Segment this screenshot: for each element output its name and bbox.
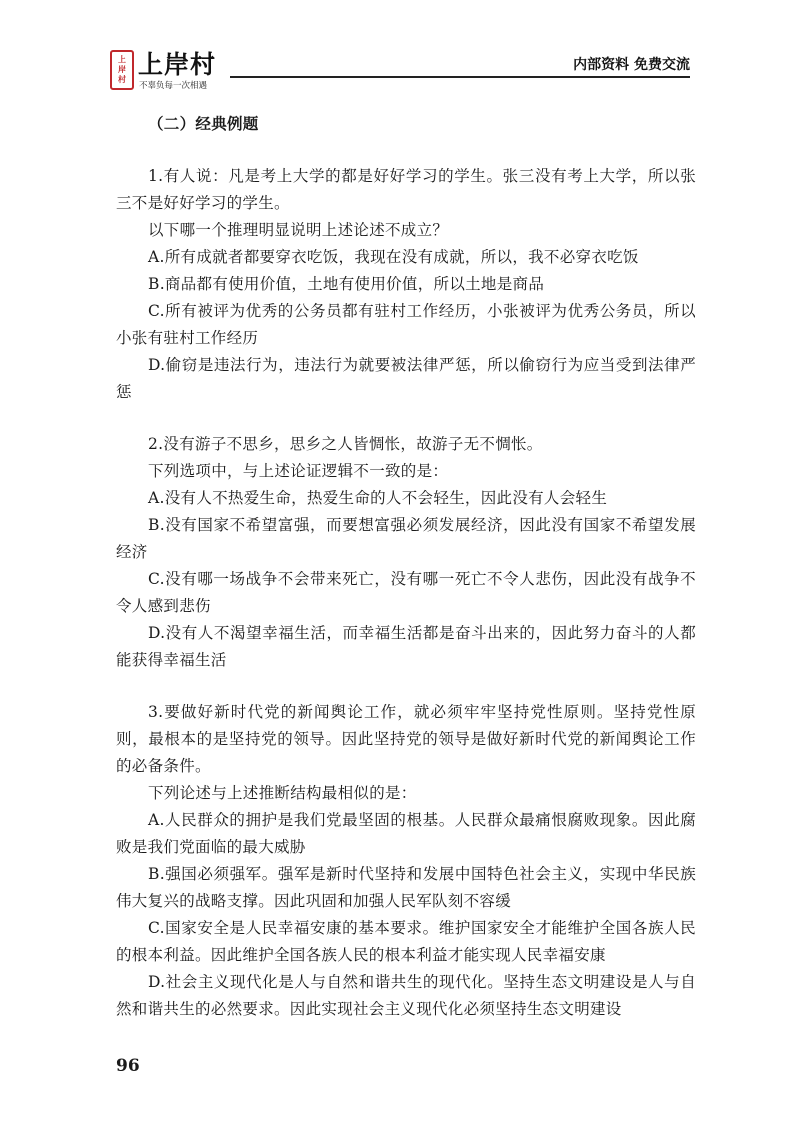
question-prompt: 下列论述与上述推断结构最相似的是： xyxy=(148,784,417,802)
option-b: B.商品都有使用价值，土地有使用价值，所以土地是商品 xyxy=(148,275,545,293)
question-stem: 2.没有游子不思乡，思乡之人皆惆怅，故游子无不惆怅。 xyxy=(148,435,543,453)
question-stem: 1.有人说：凡是考上大学的都是好好学习的学生。张三没有考上大学，所以张三不是好好学习的学生。 xyxy=(116,167,696,212)
option-c: C.所有被评为优秀的公务员都有驻村工作经历，小张被评为优秀公务员，所以小张有驻村工作经历 xyxy=(116,302,696,347)
header-divider xyxy=(230,76,690,78)
option-a: A.没有人不热爱生命，热爱生命的人不会轻生，因此没有人会轻生 xyxy=(148,489,608,507)
option-d: D.没有人不渴望幸福生活，而幸福生活都是奋斗出来的，因此努力奋斗的人都能获得幸福生活 xyxy=(116,624,696,669)
question-stem: 3.要做好新时代党的新闻舆论工作，就必须牢牢坚持党性原则。坚持党性原则，最根本的是坚持党的领导。因此坚持党的领导是做好新时代党的新闻舆论工作的必备条件。 xyxy=(116,703,696,775)
option-d: D.偷窃是违法行为，违法行为就要被法律严惩，所以偷窃行为应当受到法律严惩 xyxy=(116,356,696,401)
section-title: （二）经典例题 xyxy=(148,115,259,133)
brand-logo xyxy=(110,50,240,96)
logo-name: 上岸村 xyxy=(138,50,217,79)
question-3 xyxy=(116,699,696,1023)
option-d: D.社会主义现代化是人与自然和谐共生的现代化。坚持生态文明建设是人与自然和谐共生的必然要求。因此实现社会主义现代化必须坚持生态文明建设 xyxy=(116,973,696,1018)
option-c: C.没有哪一场战争不会带来死亡，没有哪一死亡不令人悲伤，因此没有战争不令人感到悲伤 xyxy=(116,570,696,615)
header-label: 内部资料 免费交流 xyxy=(573,57,690,73)
page-content xyxy=(116,111,696,1023)
question-2 xyxy=(116,431,696,674)
option-a: A.人民群众的拥护是我们党最坚固的根基。人民群众最痛恨腐败现象。因此腐败是我们党面临的最大威胁 xyxy=(116,811,696,856)
option-c: C.国家安全是人民幸福安康的基本要求。维护国家安全才能维护全国各族人民的根本利益。因此维护全国各族人民的根本利益才能实现人民幸福安康 xyxy=(116,919,696,964)
page-number: 96 xyxy=(116,1056,140,1076)
option-a: A.所有成就者都要穿衣吃饭，我现在没有成就，所以，我不必穿衣吃饭 xyxy=(148,248,639,266)
question-prompt: 下列选项中，与上述论证逻辑不一致的是： xyxy=(148,462,449,480)
question-prompt: 以下哪一个推理明显说明上述论述不成立？ xyxy=(148,221,449,239)
page-header xyxy=(110,44,690,96)
option-b: B.强国必须强军。强军是新时代坚持和发展中国特色社会主义，实现中华民族伟大复兴的战略支撑。因此巩固和加强人民军队刻不容缓 xyxy=(116,865,696,910)
option-b: B.没有国家不希望富强，而要想富强必须发展经济，因此没有国家不希望发展经济 xyxy=(116,516,696,561)
logo-slogan: 不辜负每一次相遇 xyxy=(139,81,208,91)
seal-icon: 上 岸 村 xyxy=(110,50,134,90)
question-1 xyxy=(116,163,696,406)
